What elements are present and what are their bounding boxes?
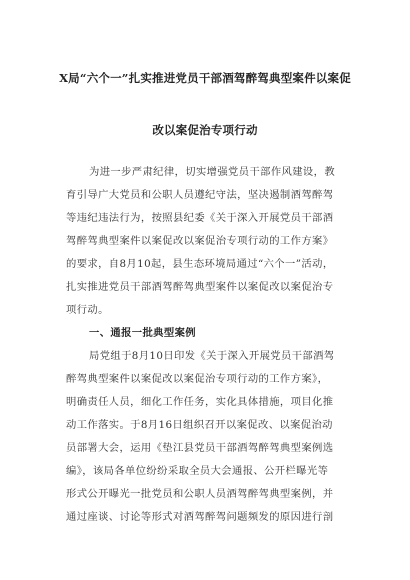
body-line: 为进一步严肃纪律，切实增强党员干部作风建设，教 [89, 166, 336, 178]
body-line: 项行动。 [66, 304, 109, 316]
body-line: 员部署大会，运用《垫江县党员干部酒驾醉驾典型案例选 [66, 442, 334, 454]
body-line: 明确责任人员，细化工作任务，实化具体措施，项目化推 [66, 396, 334, 408]
body-line: 醉驾典型案件以案促改以案促治专项行动的工作方案》， [66, 373, 329, 385]
body-line: 等违纪违法行为，按照县纪委《关于深入开展党员干部酒 [66, 212, 334, 224]
body-line: 的要求，自8月10起，县生态环境局通过“六个一”活动， [66, 258, 334, 270]
body-line: 局党组于8月10日印发《关于深入开展党员干部酒驾 [89, 350, 335, 362]
body-line: 动工作落实。于8月16日组织召开以案促改、以案促治动 [66, 419, 333, 431]
body-line: 扎实推进党员干部酒驾醉驾典型案件以案促改以案促治专 [66, 281, 334, 293]
body-line: 通过座谈、讨论等形式对酒驾醉驾问题频发的原因进行剖 [66, 511, 334, 523]
body-line: 育引导广大党员和公职人员遵纪守法，坚决遏制酒驾醉驾 [66, 189, 334, 201]
body-line: 形式公开曝光一批党员和公职人员酒驾醉驾典型案例，并 [66, 488, 334, 500]
body-line: 编》，该局各单位纷纷采取全员大会通报、公开栏曝光等 [66, 465, 329, 477]
document-title-line-2: 改以案促治专项行动 [152, 123, 258, 137]
body-line: 驾醉驾典型案件以案促改以案促治专项行动的工作方案》 [66, 235, 334, 247]
section-heading: 一、通报一批典型案例 [89, 327, 196, 339]
document-title-line-1: X局“六个一”扎实推进党员干部酒驾醉驾典型案件以案促 [59, 71, 351, 85]
